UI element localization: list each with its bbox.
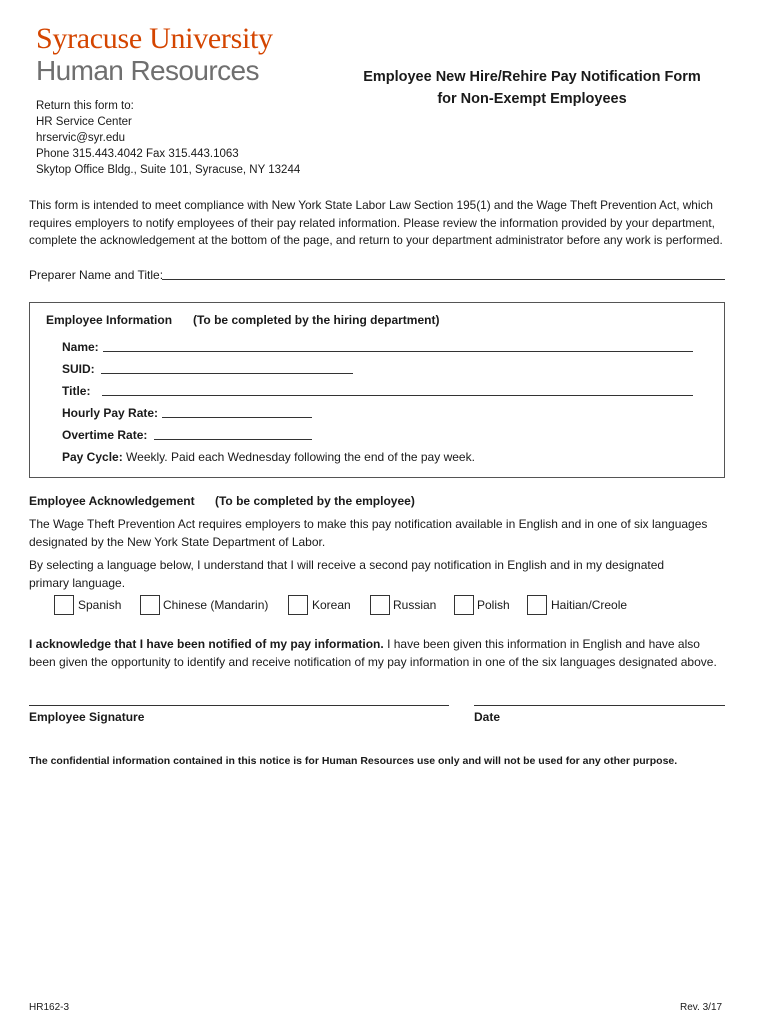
acknowledgement-statement-bold: I acknowledge that I have been notified of my pay information. bbox=[29, 637, 384, 651]
title-label: Title: bbox=[62, 384, 91, 398]
russian-label: Russian bbox=[393, 598, 437, 612]
chinese-mandarin-checkbox[interactable] bbox=[140, 595, 160, 615]
overtime-rate-input[interactable] bbox=[154, 439, 312, 440]
pay-cycle-label: Pay Cycle: bbox=[62, 450, 123, 464]
russian-checkbox[interactable] bbox=[370, 595, 390, 615]
title-input[interactable] bbox=[102, 395, 693, 396]
form-title bbox=[330, 66, 734, 110]
return-phone-fax: Phone 315.443.4042 Fax 315.443.1063 bbox=[36, 148, 239, 160]
return-address-block bbox=[36, 98, 300, 178]
polish-label: Polish bbox=[477, 598, 510, 612]
acknowledgement-statement bbox=[29, 636, 729, 671]
preparer-label: Preparer Name and Title: bbox=[29, 268, 164, 282]
polish-checkbox[interactable] bbox=[454, 595, 474, 615]
acknowledgement-note: (To be completed by the employee) bbox=[215, 494, 415, 508]
suid-input[interactable] bbox=[101, 373, 353, 374]
acknowledgement-title: Employee Acknowledgement bbox=[29, 494, 195, 508]
confidential-notice: The confidential information contained in this notice is for Human Resources use only and will not be used for any other purpose. bbox=[29, 755, 678, 767]
acknowledgement-paragraph-2: By selecting a language below, I understand that I will receive a second pay notification in English and in my designated primary language. bbox=[29, 558, 665, 590]
return-label: Return this form to: bbox=[36, 100, 134, 112]
preparer-input[interactable] bbox=[162, 279, 725, 280]
korean-label: Korean bbox=[312, 598, 351, 612]
suid-label: SUID: bbox=[62, 362, 95, 376]
spanish-label: Spanish bbox=[78, 598, 122, 612]
hourly-pay-rate-label: Hourly Pay Rate: bbox=[62, 406, 159, 420]
name-input[interactable] bbox=[103, 351, 693, 352]
form-title-line-2: for Non-Exempt Employees bbox=[437, 91, 627, 107]
hourly-pay-rate-input[interactable] bbox=[162, 417, 312, 418]
employee-info-note: (To be completed by the hiring department) bbox=[193, 313, 440, 327]
chinese-mandarin-label: Chinese (Mandarin) bbox=[163, 598, 269, 612]
intro-paragraph: This form is intended to meet compliance with New York State Labor Law Section 195(1) and the Wage Theft Prevention Act, which requires employers to notify employees of their pay related information. Please review the information provided by your department, complete the acknowledgement at the bottom of the page, and return to your department administrator before any work is performed. bbox=[29, 198, 723, 247]
form-title-line-1: Employee New Hire/Rehire Pay Notification Form bbox=[363, 69, 701, 85]
employee-signature-label: Employee Signature bbox=[29, 710, 145, 724]
korean-checkbox[interactable] bbox=[288, 595, 308, 615]
acknowledgement-paragraph-1: The Wage Theft Prevention Act requires employers to make this pay notification available in English and in one of six languages designated by the New York State Department of Labor. bbox=[29, 517, 708, 549]
pay-cycle bbox=[62, 450, 475, 464]
date-label: Date bbox=[474, 710, 501, 724]
org-logo-text: Syracuse University bbox=[36, 22, 273, 55]
employee-signature-input[interactable] bbox=[29, 705, 449, 706]
pay-cycle-value: Weekly. Paid each Wednesday following the end of the pay week. bbox=[122, 450, 475, 464]
date-input[interactable] bbox=[474, 705, 725, 706]
name-label: Name: bbox=[62, 340, 99, 354]
employee-info-title: Employee Information bbox=[46, 313, 173, 327]
return-address: Skytop Office Bldg., Suite 101, Syracuse, NY 13244 bbox=[36, 164, 301, 176]
overtime-rate-label: Overtime Rate: bbox=[62, 428, 148, 442]
return-email: hrservic@syr.edu bbox=[36, 132, 126, 144]
acknowledgement-statement-rest: I have been given this information in English and have also been given the opportunity to identify and receive notification of my pay information in one of the six languages designated above. bbox=[29, 637, 717, 669]
department-logo-text: Human Resources bbox=[36, 55, 259, 86]
return-center: HR Service Center bbox=[36, 116, 132, 128]
haitian-creole-label: Haitian/Creole bbox=[551, 598, 628, 612]
spanish-checkbox[interactable] bbox=[54, 595, 74, 615]
haitian-creole-checkbox[interactable] bbox=[527, 595, 547, 615]
form-code: HR162-3 bbox=[29, 1002, 70, 1013]
revision: Rev. 3/17 bbox=[680, 1002, 723, 1013]
